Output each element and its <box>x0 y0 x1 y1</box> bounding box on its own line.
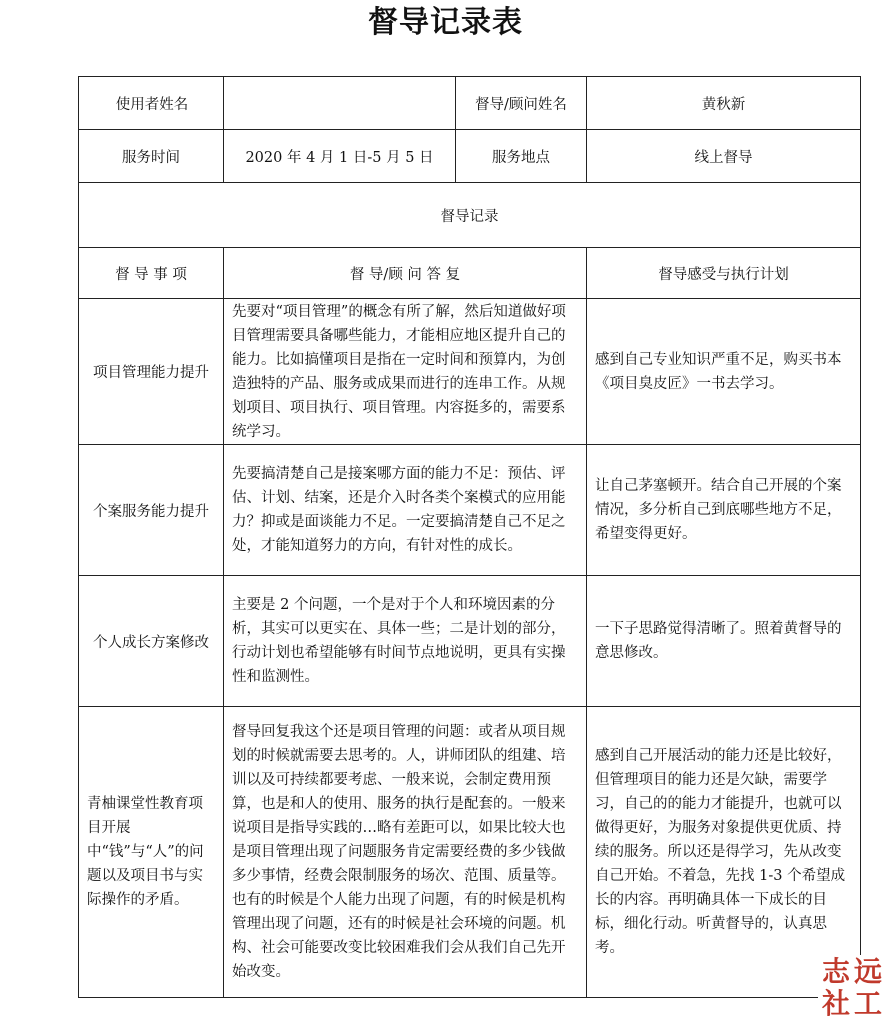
header-row-service <box>79 130 861 183</box>
stamp-char: 志 <box>822 955 851 988</box>
stamp-char: 远 <box>854 955 883 988</box>
service-time-label: 服务时间 <box>79 130 224 183</box>
service-place-value: 线上督导 <box>587 130 861 183</box>
column-header-item: 督 导 事 项 <box>79 248 224 299</box>
stamp-char: 工 <box>854 987 883 1020</box>
row-feedback: 感到自己开展活动的能力还是比较好，但管理项目的能力还是欠缺，需要学习，自己的的能力才能提升，也就可以做得更好，为服务对象提供更优质、持续的服务。所以还是得学习，先从改变自己开始。不着急，先找 1-3 个希望成长的内容。再明确具体一下成长的目标，细化行动。听黄督导的，认真思考。 <box>587 707 861 998</box>
table-row <box>79 299 861 445</box>
row-item: 个人成长方案修改 <box>79 576 224 707</box>
column-header-feedback: 督导感受与执行计划 <box>587 248 861 299</box>
page-title: 督导记录表 <box>368 5 523 40</box>
supervisor-label: 督导/顾问姓名 <box>456 77 587 130</box>
supervision-record-table <box>78 76 861 998</box>
column-header-row <box>79 248 861 299</box>
row-item: 项目管理能力提升 <box>79 299 224 445</box>
row-feedback: 感到自己专业知识严重不足，购买书本《项目臭皮匠》一书去学习。 <box>587 299 861 445</box>
user-name-label: 使用者姓名 <box>79 77 224 130</box>
table-row <box>79 707 861 998</box>
row-item: 青柚课堂性教育项目开展中“钱”与“人”的问题以及项目书与实际操作的矛盾。 <box>79 707 224 998</box>
row-feedback: 让自己茅塞顿开。结合自己开展的个案情况，多分析自己到底哪些地方不足，希望变得更好。 <box>587 445 861 576</box>
row-item: 个案服务能力提升 <box>79 445 224 576</box>
watermark-stamp <box>818 955 886 1023</box>
row-feedback: 一下子思路觉得清晰了。照着黄督导的意思修改。 <box>587 576 861 707</box>
row-reply: 先要搞清楚自己是接案哪方面的能力不足：预估、评估、计划、结案，还是介入时各类个案模式的应用能力？抑或是面谈能力不足。一定要搞清楚自己不足之处，才能知道努力的方向，有针对性的成长。 <box>224 445 587 576</box>
row-reply: 督导回复我这个还是项目管理的问题：或者从项目规划的时候就需要去思考的。人，讲师团队的组建、培训以及可持续都要考虑、一般来说，会制定费用预算，也是和人的使用、服务的执行是配套的。一般来说项目是指导实践的…略有差距可以，如果比较大也是项目管理出现了问题服务肯定需要经费的多少钱做多少事情，经费会限制服务的场次、范围、质量等。也有的时候是个人能力出现了问题，有的时候是机构管理出现了问题，还有的时候是社会环境的问题。机构、社会可能要改变比较困难我们会从我们自己先开始改变。 <box>224 707 587 998</box>
user-name-value <box>224 77 456 130</box>
service-time-value: 2020 年 4 月 1 日-5 月 5 日 <box>224 130 456 183</box>
column-header-reply: 督 导/顾 问 答 复 <box>224 248 587 299</box>
row-reply: 先要对“项目管理”的概念有所了解，然后知道做好项目管理需要具备哪些能力，才能相应地区提升自己的能力。比如搞懂项目是指在一定时间和预算内，为创造独特的产品、服务或成果而进行的连串工作。从规划项目、项目执行、项目管理。内容挺多的，需要系统学习。 <box>224 299 587 445</box>
supervisor-value: 黄秋新 <box>587 77 861 130</box>
header-row-names <box>79 77 861 130</box>
row-reply: 主要是 2 个问题，一个是对于个人和环境因素的分析，其实可以更实在、具体一些；二是计划的部分，行动计划也希望能够有时间节点地说明，更具有实操性和监测性。 <box>224 576 587 707</box>
table-row <box>79 576 861 707</box>
record-section-row <box>79 183 861 248</box>
stamp-char: 社 <box>822 987 851 1020</box>
table-row <box>79 445 861 576</box>
service-place-label: 服务地点 <box>456 130 587 183</box>
record-section-title: 督导记录 <box>79 183 861 248</box>
